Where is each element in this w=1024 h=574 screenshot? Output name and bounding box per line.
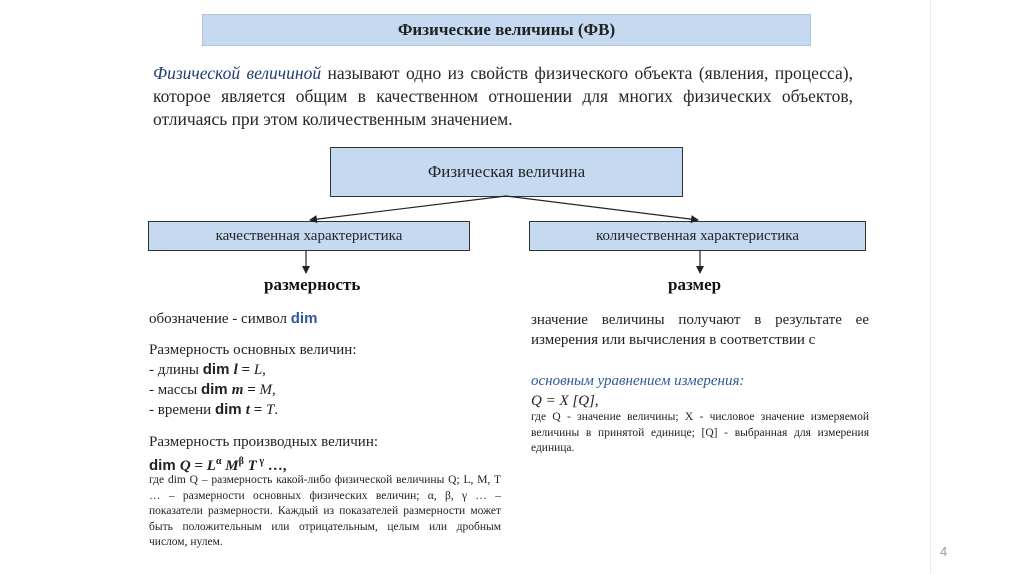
size-description: значение величины получают в результате ее измерения или вычисления в соответствии с xyxy=(531,312,869,348)
basic-dimensions-title: Размерность основных величин: xyxy=(149,342,357,358)
measurement-equation: Q = X [Q], xyxy=(531,393,599,409)
dim-symbol: dim xyxy=(290,310,318,327)
definition-term: Физической величиной xyxy=(153,63,322,83)
derived-dimensions-title: Размерность производных величин: xyxy=(149,434,379,450)
size-heading: размер xyxy=(668,275,722,294)
root-box-physical-quantity: Физическая величина xyxy=(330,147,683,197)
quantitative-characteristic-box: количественная характеристика xyxy=(529,221,866,251)
arrow-to-quantitative xyxy=(506,196,698,220)
definition-text: называют одно из свойств физического объекта (явления, процесса), которое является общим в качественном отношении для многих физических объектов, отличаясь при этом количественным значением. xyxy=(153,63,853,129)
basic-dimension-time: - времени dim t = T. xyxy=(149,401,279,418)
dimension-notation: обозначение - символ dim xyxy=(149,310,318,327)
size-explanation: где Q - значение величины; X - числовое значение измеряемой величины в принятой единице; [Q] - выбранная для измерения единица. xyxy=(531,411,869,454)
slide-title: Физические величины (ФВ) xyxy=(202,14,811,46)
measurement-equation-label: основным уравнением измерения: xyxy=(531,373,745,389)
arrow-to-qualitative xyxy=(310,196,506,220)
dimension-formula: dim $Q = L^\alpha$ $M^\beta$ T $^\gamma$ …, xyxy=(149,456,287,474)
page-number: 4 xyxy=(940,544,948,559)
qualitative-characteristic-box: качественная характеристика xyxy=(148,221,470,251)
basic-dimension-mass: - массы dim m = M, xyxy=(149,381,276,398)
basic-dimension-length: - длины dim l = L, xyxy=(149,361,266,378)
dimension-heading: размерность xyxy=(264,275,361,294)
dimension-explanation: где dim Q – размерность какой-либо физической величины Q; L, M, T … – размерности основных физических величин; α, β, γ … – показатели размерности. Каждый из показателей размерности может быть положительным или отрицательным, целым или дробным числом, нулем. xyxy=(149,474,501,548)
